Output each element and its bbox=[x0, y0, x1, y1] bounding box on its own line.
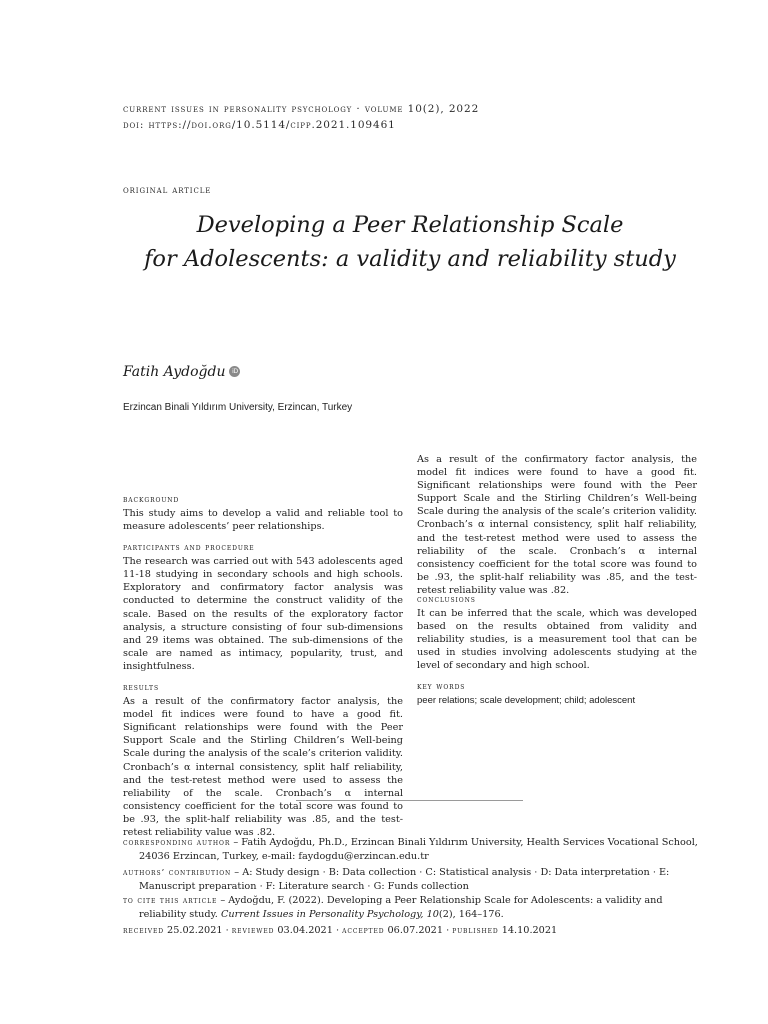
results-text-overflow: As a result of the confirmatory factor analysis, the model fit indices were found to have a good fit. Significant relationships were found with the Peer Support Scale and the Stirling Children’s Well-being Scale during the analysis of the scale’s criterion validity. Cronbach’s α internal consistency, split half reliability, and the test-retest method were used to assess the reliability of the scale. Cronbach’s α internal consistency coefficient for the total score was found to be .93, the split-half reliability was .85, and the test-retest reliability value was .82. bbox=[417, 454, 697, 596]
citation-text: – Aydoğdu, F. (2022). Developing a Peer Relationship Scale for Adolescents: a validity and reliability study. bbox=[139, 895, 663, 921]
abstract-right-column bbox=[417, 454, 697, 708]
keywords-text: peer relations; scale development; child; adolescent bbox=[417, 695, 636, 707]
accepted-date: 06.07.2021 · bbox=[384, 925, 453, 936]
results-heading: results bbox=[123, 683, 159, 694]
author-name: Fatih Aydoğdu bbox=[123, 364, 226, 380]
background-text: This study aims to develop a valid and reliable tool to measure adolescents’ peer relationships. bbox=[123, 508, 403, 533]
author-affiliation: Erzincan Binali Yıldırım University, Erzincan, Turkey bbox=[123, 402, 353, 413]
results-text-continued bbox=[417, 454, 697, 596]
footnote-divider bbox=[296, 800, 523, 801]
conclusions-text: It can be inferred that the scale, which was developed based on the results obtained from validity and reliability studies, is a measurement tool that can be used in studies involving adolescents studying at the level of secondary and high school. bbox=[417, 608, 697, 672]
authors-contribution-label: authors’ contribution bbox=[123, 868, 232, 878]
citation-pages: (2), 164–176. bbox=[438, 909, 504, 921]
participants-heading: participants and procedure bbox=[123, 543, 255, 554]
doi-line[interactable]: doi: https://doi.org/10.5114/cipp.2021.109461 bbox=[123, 119, 396, 131]
article-title-line-1: Developing a Peer Relationship Scale bbox=[196, 212, 624, 238]
citation-journal: Current Issues in Personality Psychology, 10 bbox=[220, 909, 439, 921]
published-label: published bbox=[452, 926, 499, 936]
conclusions-heading: conclusions bbox=[417, 595, 476, 605]
abstract-left-column bbox=[123, 494, 403, 838]
corresponding-author-label: corresponding author bbox=[123, 838, 231, 848]
authors-contribution-note bbox=[123, 866, 698, 894]
results-text: As a result of the confirmatory factor analysis, the model fit indices were found to have a good fit. Significant relationships were found with the Peer Support Scale and the Stirling Children’s Well-being Scale during the analysis of the scale’s criterion validity. Cronbach’s α internal consistency, split half reliability, and the test-retest method were used to assess the reliability of the scale. Cronbach’s α internal consistency coefficient for the total score was found to be .93, the split-half reliability was .85, and the test-retest reliability value was .82. bbox=[123, 696, 403, 838]
background-heading: background bbox=[123, 495, 180, 505]
corresponding-author-note bbox=[123, 836, 698, 864]
accepted-label: accepted bbox=[342, 926, 385, 936]
authors-contribution-text: – A: Study design · B: Data collection · C: Statistical analysis · D: Data interpretation · E: Manuscript preparation · F: Literature search · G: Funds collection bbox=[139, 867, 670, 893]
reviewed-label: reviewed bbox=[231, 926, 275, 936]
orcid-icon[interactable]: iD bbox=[229, 366, 240, 377]
corresponding-author-text: – Fatih Aydoğdu, Ph.D., Erzincan Binali Yıldırım University, Health Services Vocational School, 24036 Erzincan, Turkey, e-mail: faydogdu@erzincan.edu.tr bbox=[139, 837, 698, 863]
reviewed-date: 03.04.2021 · bbox=[274, 925, 343, 936]
keywords-heading: key words bbox=[417, 682, 466, 693]
journal-info-line: current issues in personality psychology · volume 10(2), 2022 bbox=[123, 103, 480, 115]
published-date: 14.10.2021 bbox=[498, 925, 558, 936]
author-block bbox=[123, 364, 240, 380]
received-date: 25.02.2021 · bbox=[163, 925, 232, 936]
article-type-label: original article bbox=[123, 185, 212, 196]
publication-dates bbox=[123, 924, 698, 938]
journal-header bbox=[123, 101, 479, 133]
participants-text: The research was carried out with 543 adolescents aged 11-18 studying in secondary schools and high schools. Exploratory and confirmatory factor analysis was conducted to determine the construct validity of the scale. Based on the results of the exploratory factor analysis, a structure consisting of four sub-dimensions and 29 items was obtained. The sub-dimensions of the scale are named as intimacy, popularity, trust, and insightfulness. bbox=[123, 556, 403, 672]
article-title bbox=[60, 208, 760, 276]
received-label: received bbox=[123, 926, 164, 936]
article-title-line-2: for Adolescents: a validity and reliability study bbox=[144, 246, 676, 272]
citation-note bbox=[123, 894, 698, 922]
citation-label: to cite this article bbox=[123, 896, 218, 906]
